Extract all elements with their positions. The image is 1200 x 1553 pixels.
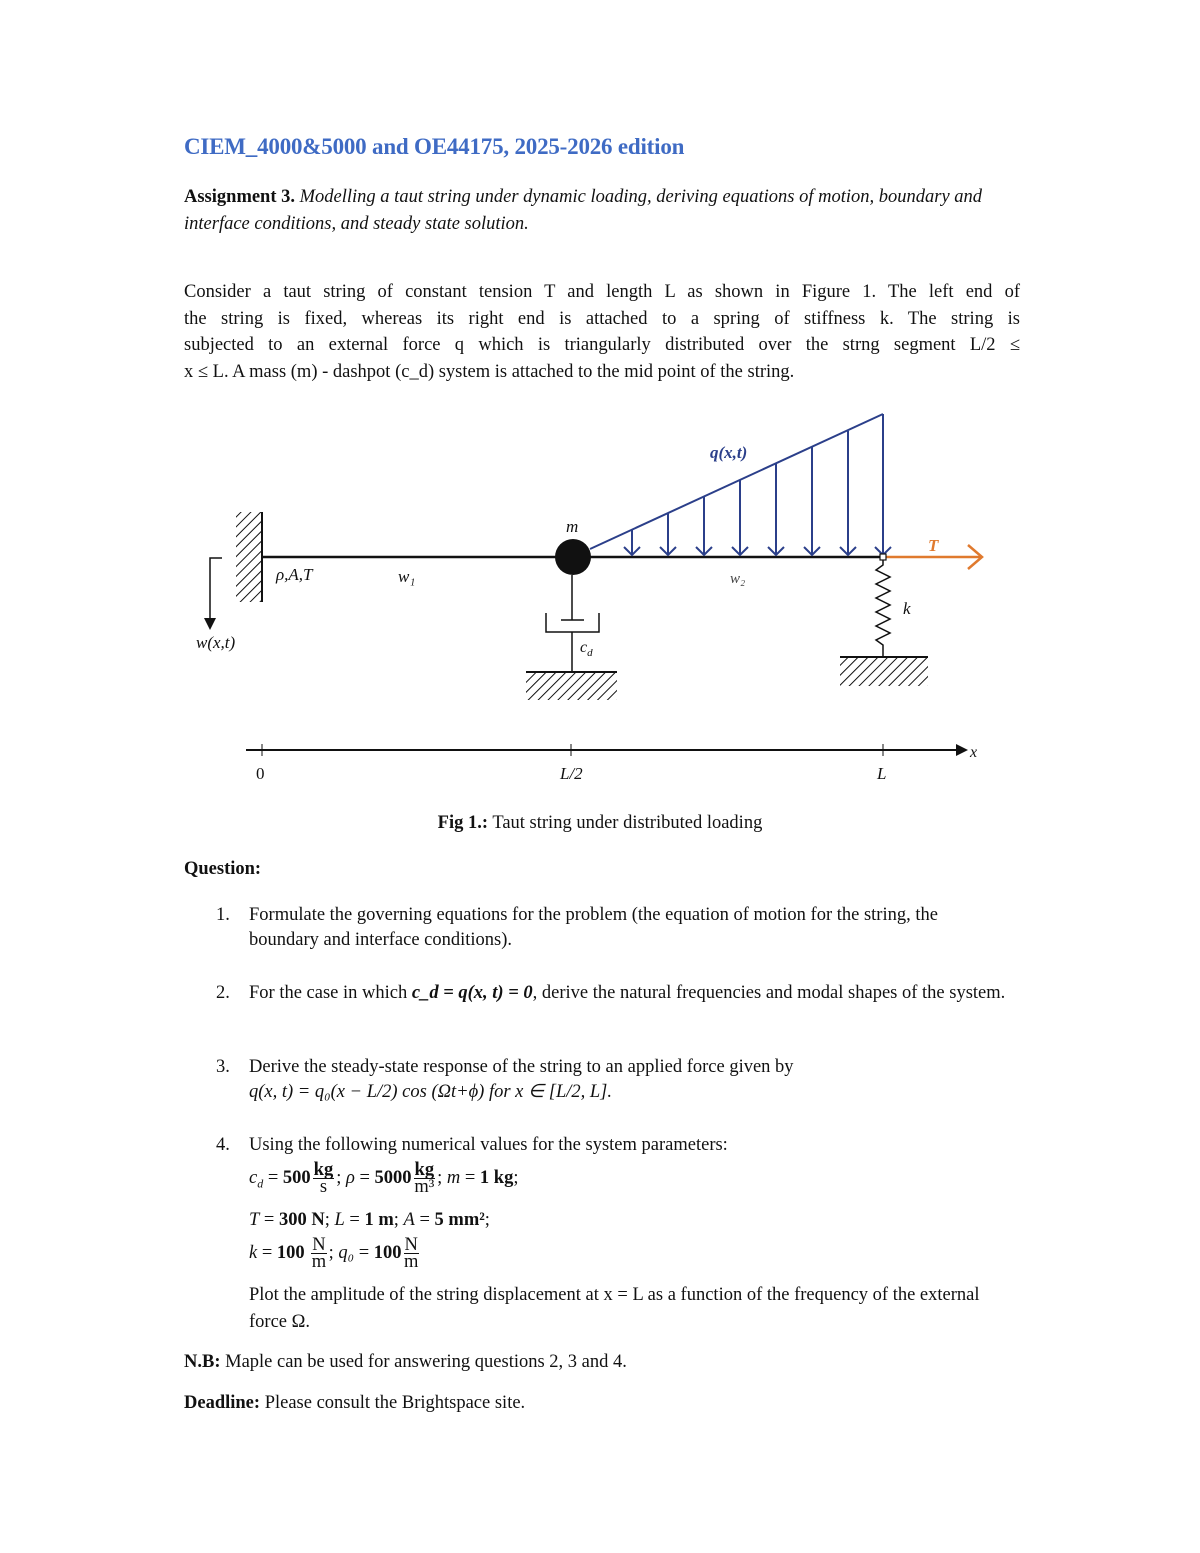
question-number: 2. — [216, 983, 230, 1003]
questions-heading: Question: — [184, 859, 262, 879]
label-displacement: w(x,t) — [196, 633, 236, 652]
description-line-2: the string is fixed, whereas its right end is attached to a spring of stiffness k. The string is — [184, 308, 1020, 329]
assignment-label: Assignment 3. — [184, 187, 296, 207]
question-text: For the case in which c_d = q(x, t) = 0, derive the natural frequencies and modal shapes of the system. — [249, 983, 1006, 1003]
math-condition: c_d = q(x, t) = 0 — [411, 983, 533, 1003]
math-load-function: q(x, t) = q₀(x − L/2) cos (Ωt+ϕ) for x ∈ [L/2, L]. — [249, 1082, 612, 1102]
description-line-1: Consider a taut string of constant tension T and length L as shown in Figure 1. The left end of — [184, 282, 1020, 302]
deadline-label: Deadline: — [184, 1393, 261, 1413]
description-line-4: x ≤ L. A mass (m) - dashpot (c_d) system is attached to the mid point of the string. — [184, 361, 795, 382]
question-number: 1. — [216, 905, 230, 925]
label-axis-x: x — [970, 744, 978, 761]
tick-end: L — [877, 764, 887, 783]
label-mass: m — [566, 517, 579, 536]
question-3 — [216, 1055, 1006, 1105]
document-title: CIEM_4000&5000 and OE44175, 2025-2026 edition — [184, 134, 685, 159]
nb-note — [184, 1349, 627, 1376]
label-rho-a-t: ρ,A,T — [276, 565, 313, 584]
question-text: Using the following numerical values for the system parameters: — [249, 1135, 728, 1155]
tick-mid: L/2 — [560, 764, 583, 783]
plot-instruction-text: Plot the amplitude of the string displacement at x = L as a function of the frequency of the external force Ω. — [249, 1285, 980, 1332]
caption-text: Taut string under distributed loading — [488, 813, 763, 833]
question-text: Derive the steady-state response of the string to an applied force given by q(x, t) = q₀(x − L/2) cos (Ωt+ϕ) for x ∈ [L/2, L]. — [249, 1057, 794, 1102]
deadline-text: Please consult the Brightspace site. — [260, 1393, 526, 1413]
label-w1: w₁ — [398, 567, 416, 586]
x-axis — [246, 744, 968, 756]
label-w2: w₂ — [730, 571, 746, 587]
parameters-row-2: T = 300 N; L = 1 m; A = 5 mm²; — [249, 1210, 490, 1230]
question-4-plot-instruction — [216, 1282, 1006, 1336]
assignment-subtitle: Modelling a taut string under dynamic loading, deriving equations of motion, boundary and interface conditions, and steady state solution. — [184, 187, 983, 234]
question-4 — [216, 1133, 1006, 1158]
question-number: 4. — [216, 1135, 230, 1155]
question-2 — [216, 981, 1006, 1006]
dashpot-ground — [526, 672, 617, 700]
nb-text: Maple can be used for answering questions 2, 3 and 4. — [220, 1352, 627, 1372]
spring — [876, 560, 890, 657]
parameters-row-3: k = 100 $\frac{N}{m}$ ; q₀ = 100 $\frac{N}{m}$ — [249, 1235, 419, 1272]
description-line-3: subjected to an external force q which is triangularly distributed over the strng segment L/2 ≤ — [184, 335, 1020, 355]
displacement-arrow-icon — [204, 558, 222, 630]
fixed-wall — [236, 512, 262, 602]
mass — [555, 539, 591, 575]
distributed-load — [590, 414, 891, 555]
question-1 — [216, 903, 1006, 953]
question-text: Formulate the governing equations for the problem (the equation of motion for the string, the boundary and interface conditions). — [249, 905, 938, 950]
label-load: q(x,t) — [710, 443, 748, 462]
label-spring: k — [903, 599, 911, 618]
label-damper: $c_d$ — [580, 639, 593, 659]
deadline-note — [184, 1390, 525, 1417]
tick-0: 0 — [256, 764, 265, 783]
question-number: 3. — [216, 1057, 230, 1077]
figure-caption — [0, 813, 1200, 834]
caption-label: Fig 1.: — [437, 813, 489, 833]
spring-ground — [840, 657, 928, 686]
parameters-row-1: $c_d = 500$ $\frac{kg}{s}$ ; ρ = 5000 $\frac{kg}{\text{m³}}$ ; m = 1 kg; — [249, 1160, 519, 1197]
label-tension: T — [928, 536, 939, 555]
nb-label: N.B: — [184, 1352, 221, 1372]
